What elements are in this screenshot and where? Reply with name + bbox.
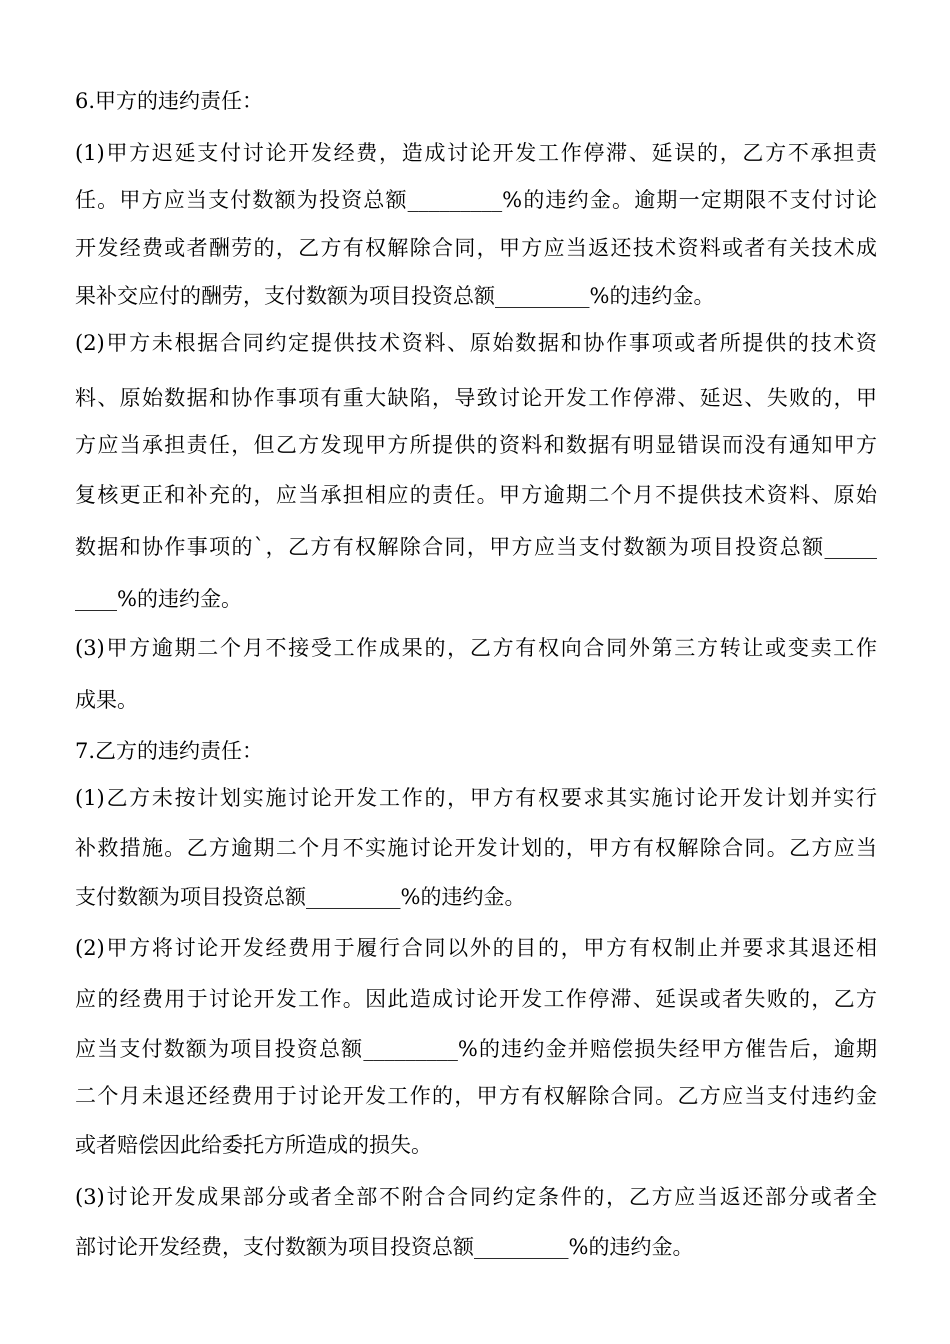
text-line: (2)甲方将讨论开发经费用于履行合同以外的目的，甲方有权制止并要求其退还相 bbox=[75, 936, 877, 960]
text-line: 补救措施。乙方逾期二个月不实施讨论开发计划的，甲方有权解除合同。乙方应当 bbox=[75, 836, 877, 860]
text-line: 方应当承担责任，但乙方发现甲方所提供的资料和数据有明显错误而没有通知甲方 bbox=[75, 433, 877, 457]
text-line: 支付数额为项目投资总额_________%的违约金。 bbox=[75, 885, 526, 909]
text-line: (2)甲方未根据合同约定提供技术资料、原始数据和协作事项或者所提供的技术资 bbox=[75, 331, 877, 355]
text-line: (1)乙方未按计划实施讨论开发工作的，甲方有权要求其实施讨论开发计划并实行 bbox=[75, 786, 877, 810]
text-line: 任。甲方应当支付数额为投资总额_________%的违约金。逾期一定期限不支付讨论 bbox=[75, 188, 877, 212]
text-line: 开发经费或者酬劳的，乙方有权解除合同，甲方应当返还技术资料或者有关技术成 bbox=[75, 236, 877, 260]
text-line: 二个月未退还经费用于讨论开发工作的，甲方有权解除合同。乙方应当支付违约金 bbox=[75, 1084, 877, 1108]
text-line: 或者赔偿因此给委托方所造成的损失。 bbox=[75, 1133, 432, 1157]
text-line: 料、原始数据和协作事项有重大缺陷，导致讨论开发工作停滞、延迟、失败的，甲 bbox=[75, 386, 877, 410]
text-line: 复核更正和补充的，应当承担相应的责任。甲方逾期二个月不提供技术资料、原始 bbox=[75, 483, 877, 507]
text-line: 数据和协作事项的`，乙方有权解除合同，甲方应当支付数额为项目投资总额_____ bbox=[75, 535, 877, 559]
section-heading-6: 6.甲方的违约责任： bbox=[75, 89, 264, 113]
text-line: 部讨论开发经费，支付数额为项目投资总额_________%的违约金。 bbox=[75, 1235, 694, 1259]
text-line: 果补交应付的酬劳，支付数额为项目投资总额_________%的违约金。 bbox=[75, 284, 715, 308]
text-line: 应的经费用于讨论开发工作。因此造成讨论开发工作停滞、延误或者失败的，乙方 bbox=[75, 987, 877, 1011]
text-line: ____%的违约金。 bbox=[75, 587, 242, 611]
text-line: (3)讨论开发成果部分或者全部不附合合同约定条件的，乙方应当返还部分或者全 bbox=[75, 1185, 877, 1209]
text-line: 应当支付数额为项目投资总额_________%的违约金并赔偿损失经甲方催告后，逾期 bbox=[75, 1037, 877, 1061]
text-line: (1)甲方迟延支付讨论开发经费，造成讨论开发工作停滞、延误的，乙方不承担责 bbox=[75, 141, 877, 165]
text-line: (3)甲方逾期二个月不接受工作成果的，乙方有权向合同外第三方转让或变卖工作 bbox=[75, 636, 877, 660]
section-heading-7: 7.乙方的违约责任： bbox=[75, 739, 264, 763]
text-line: 成果。 bbox=[75, 688, 138, 712]
